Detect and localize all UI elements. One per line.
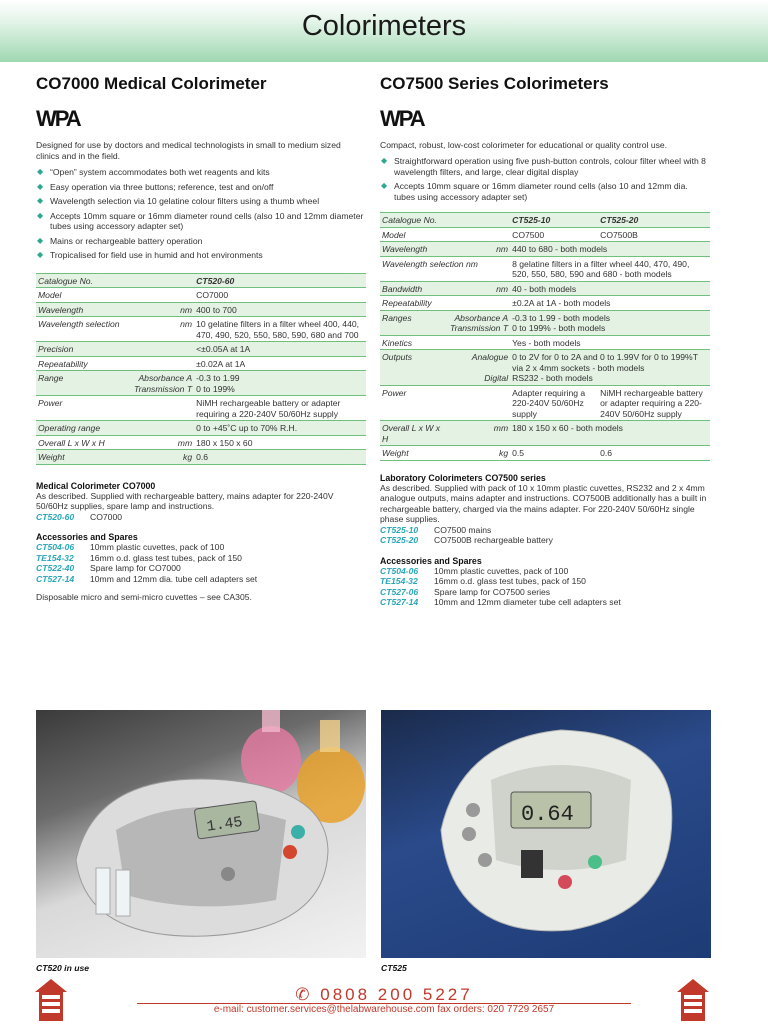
- table-row: Wavelength nm 440 to 680 - both models: [380, 242, 710, 257]
- left-note: Disposable micro and semi-micro cuvettes – see CA305.: [36, 592, 252, 602]
- feature-item: ◆ Accepts 10mm square or 16mm diameter round cells (also 10 and 12mm dia. tubes using accessory adapter set): [381, 181, 688, 202]
- feature-item: ◆ Easy operation via three buttons; reference, test and on/off: [37, 181, 274, 192]
- list-item: CT504-06 10mm plastic cuvettes, pack of 100: [36, 542, 225, 552]
- table-row: Bandwidth nm 40 - both models: [380, 281, 710, 296]
- left-order-title: Medical Colorimeter CO7000: [36, 480, 156, 491]
- co7500-product-photo: [381, 710, 711, 958]
- right-order-desc: As described. Supplied with pack of 10 x 10mm plastic cuvettes, RS232 and 2 x 4mm analogue outputs, mains adapter and instructions. CO7500B additionally has a built in rechargeable battery, charged via the mains adapter. For 220-240V 50/60Hz single phase supplies.: [380, 482, 707, 524]
- diamond-bullet-icon: ◆: [37, 167, 44, 176]
- right-product-title: CO7500 Series Colorimeters: [380, 74, 609, 93]
- table-row: Wavelength selection nm 10 gelatine filters in a filter wheel 400, 440, 470, 490, 520, 550, 580, 590, 680 and 700: [36, 317, 366, 342]
- list-item: CT522-40 Spare lamp for CO7000: [36, 563, 181, 573]
- list-item: CT525-10 CO7500 mains: [380, 524, 492, 535]
- right-intro: Compact, robust, low-cost colorimeter for educational or quality control use.: [380, 140, 668, 150]
- list-item: CT527-14 10mm and 12mm diameter tube cell adapters set: [380, 597, 621, 607]
- table-row: Overall L x W x H mm 180 x 150 x 60: [36, 435, 366, 450]
- table-row: Catalogue No. CT525-10 CT525-20: [380, 213, 710, 228]
- feature-item: ◆ “Open” system accommodates both wet reagents and kits: [37, 167, 270, 177]
- left-column: [36, 74, 366, 603]
- diamond-bullet-icon: ◆: [37, 250, 44, 259]
- diamond-bullet-icon: ◆: [37, 235, 44, 245]
- table-row: Repeatability ±0.2A at 1A - both models: [380, 296, 710, 311]
- feature-item: ◆ Wavelength selection via 10 gelatine colour filters using a thumb wheel: [37, 196, 320, 206]
- table-row: Catalogue No. CT520-60: [36, 273, 366, 288]
- left-feature-list: [36, 167, 366, 261]
- list-item: TE154-32 16mm o.d. glass test tubes, pack of 150: [36, 552, 242, 563]
- page-header: [0, 0, 768, 62]
- right-spec-table: [380, 212, 710, 461]
- feature-item: ◆ Straightforward operation using five push-button controls, colour filter wheel with 8 wavelength filters, and large, clear digital display: [381, 156, 706, 177]
- list-item: CT527-06 Spare lamp for CO7500 series: [380, 586, 551, 597]
- left-order-desc: As described. Supplied with rechargeable battery, mains adapter for 220-240V 50/60Hz supplies, spare lamp and instructions.: [36, 490, 334, 511]
- table-row: Weight kg 0.5 0.6: [380, 446, 710, 461]
- co7000-product-photo: [36, 710, 366, 958]
- table-row: Wavelength nm 400 to 700: [36, 302, 366, 317]
- table-row: Outputs Analogue Digital 0 to 2V for 0 to 2A and 0 to 1.99V for 0 to 199%T via 2 x 4mm sockets - both models RS232 - both models: [380, 350, 710, 386]
- right-photo-caption: CT525: [381, 963, 407, 973]
- left-spec-table: [36, 273, 366, 465]
- list-item: CT504-06 10mm plastic cuvettes, pack of 100: [380, 565, 569, 576]
- right-accessories-title: Accessories and Spares: [380, 555, 482, 566]
- left-intro: Designed for use by doctors and medical technologists in small to medium sized clinics and in the field.: [36, 140, 341, 161]
- lcd-display-reading: 0.64: [521, 802, 574, 827]
- list-item: CT520-60 CO7000: [36, 511, 123, 522]
- diamond-bullet-icon: ◆: [37, 181, 44, 191]
- left-brand-logo: WPA: [36, 106, 80, 131]
- diamond-bullet-icon: ◆: [37, 196, 44, 205]
- table-row: Repeatability ±0.02A at 1A: [36, 356, 366, 371]
- lcd-display-reading: 1.45: [205, 813, 244, 836]
- right-brand-logo: WPA: [380, 106, 424, 131]
- table-row: Kinetics Yes - both models: [380, 335, 710, 350]
- right-column: [380, 74, 710, 608]
- page-title: Colorimeters: [301, 10, 467, 42]
- table-row: Range Absorbance A Transmission T -0.3 to 1.99 0 to 199%: [36, 371, 366, 396]
- diamond-bullet-icon: ◆: [381, 156, 388, 165]
- table-row: Precision <±0.05A at 1A: [36, 342, 366, 357]
- table-row: Model CO7500 CO7500B: [380, 227, 710, 242]
- diamond-bullet-icon: ◆: [381, 181, 388, 190]
- table-row: Power Adapter requiring a 220-240V 50/60Hz supply NiMH rechargeable battery or adapter requiring a 220-240V 50/60Hz supply: [380, 385, 710, 421]
- left-photo-caption: CT520 in use: [36, 963, 90, 973]
- table-row: Power NiMH rechargeable battery or adapter requiring a 220-240V 50/60Hz supply: [36, 396, 366, 421]
- left-accessories-title: Accessories and Spares: [36, 532, 138, 542]
- table-row: Model CO7000: [36, 288, 366, 303]
- right-order-title: Laboratory Colorimeters CO7500 series: [380, 472, 546, 483]
- diamond-bullet-icon: ◆: [37, 210, 44, 220]
- table-row: Ranges Absorbance A Transmission T -0.3 to 1.99 - both models 0 to 199% - both models: [380, 310, 710, 335]
- colorimeter-illustration-left: [36, 710, 366, 958]
- right-feature-list: [380, 156, 710, 202]
- feature-item: ◆ Tropicalised for field use in humid and hot environments: [37, 250, 263, 260]
- feature-item: ◆ Mains or rechargeable battery operation: [37, 235, 203, 246]
- list-item: CT525-20 CO7500B rechargeable battery: [380, 535, 553, 545]
- table-row: Weight kg 0.6: [36, 450, 366, 465]
- footer-contact: e-mail: customer.services@thelabwarehouse.com fax orders: 020 7729 2657: [213, 1004, 555, 1015]
- list-item: CT527-14 10mm and 12mm dia. tube cell adapters set: [36, 573, 258, 584]
- colorimeter-illustration-right: [381, 710, 711, 958]
- table-row: Operating range 0 to +45˚C up to 70% R.H.: [36, 421, 366, 436]
- table-row: Overall L x W x H mm 180 x 150 x 60 - both models: [380, 421, 710, 446]
- table-row: Wavelength selection nm 8 gelatine filters in a filter wheel 440, 470, 490, 520, 550, 580, 590 and 680 - both models: [380, 256, 710, 281]
- left-product-title: CO7000 Medical Colorimeter: [36, 74, 267, 93]
- footer-phone: ✆ 0808 200 5227: [295, 985, 473, 1004]
- feature-item: ◆ Accepts 10mm square or 16mm diameter round cells (also 10 and 12mm diameter tubes using accessory adapter set): [37, 210, 364, 231]
- list-item: TE154-32 16mm o.d. glass test tubes, pack of 150: [380, 576, 586, 586]
